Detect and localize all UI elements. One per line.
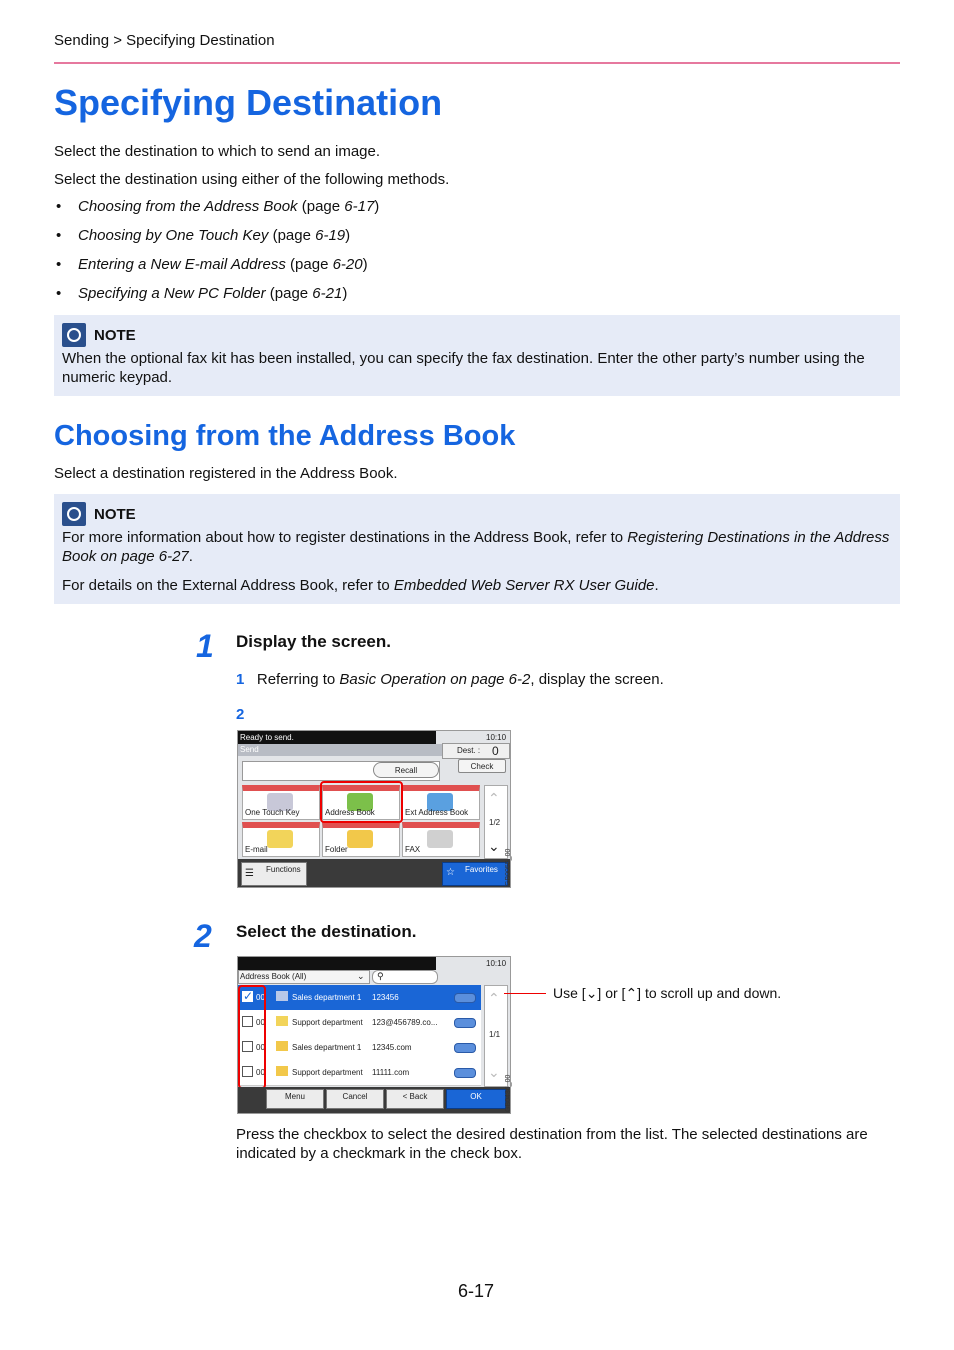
fax-tile[interactable] — [402, 822, 480, 857]
table-row[interactable] — [238, 1060, 481, 1086]
tile-label: FAX — [405, 845, 421, 854]
note-header — [62, 502, 136, 526]
method-list — [54, 198, 379, 314]
mode-bar — [238, 744, 442, 756]
note-header — [62, 323, 136, 347]
callout-text-part: ] to scroll up and down. — [637, 985, 782, 1001]
list-item[interactable] — [54, 256, 379, 285]
page-ref[interactable]: 6-20 — [332, 256, 363, 273]
chevron-up-icon: ⌃ — [625, 985, 638, 1001]
section-title: Choosing from the Address Book — [54, 420, 516, 452]
menu-button[interactable]: Menu — [266, 1089, 324, 1109]
figure-code: GB0436_00 — [505, 1074, 512, 1112]
note-icon — [62, 323, 86, 347]
page-title: Specifying Destination — [54, 82, 443, 123]
send-screen — [237, 730, 511, 888]
row-number: 00 — [256, 1043, 265, 1052]
note-text: When the optional fax kit has been installed, you can specify the fax destination. Enter the other party’s number using the numeric keypad. — [62, 350, 865, 386]
page-ref-suffix: ) — [345, 227, 351, 244]
favorites-button[interactable] — [442, 862, 508, 886]
note-text: For more information about how to register destinations in the Address Book, refer to — [62, 529, 628, 546]
folder-icon — [347, 830, 373, 848]
callout-text — [553, 985, 781, 1002]
scroll-down-icon[interactable]: ⌄ — [488, 838, 500, 854]
page-ref-suffix: ) — [362, 256, 368, 273]
bullet-glyph: • — [56, 285, 62, 302]
table-row[interactable] — [238, 985, 481, 1011]
list-icon: ☰ — [245, 868, 254, 879]
dest-label: Dest. : — [457, 746, 481, 755]
intro-text-2: Select the destination using either of the following methods. — [54, 171, 450, 188]
bullet-glyph: • — [56, 256, 62, 273]
email-tile[interactable] — [242, 822, 320, 857]
dest-counter — [442, 743, 510, 759]
scroll-up-icon[interactable]: ⌃ — [488, 990, 500, 1006]
folder-icon — [276, 1041, 288, 1051]
row-name: Sales department 1 — [292, 993, 362, 1002]
page-ref-suffix: ) — [374, 198, 380, 215]
callout-line — [504, 993, 546, 994]
method-link[interactable]: Entering a New E-mail Address — [78, 256, 286, 273]
step-number: 1 — [196, 628, 214, 664]
note-text: . — [188, 548, 193, 565]
row-name: Support department — [292, 1068, 363, 1077]
double-chevron-icon: ⌄ — [357, 971, 365, 981]
method-link[interactable]: Choosing by One Touch Key — [78, 227, 269, 244]
address-book-filter[interactable] — [238, 970, 370, 984]
highlight-box — [238, 985, 266, 1089]
search-icon: ⚲ — [377, 971, 384, 981]
intro-text-1: Select the destination to which to send an image. — [54, 143, 381, 160]
mode-label: Send — [240, 745, 259, 754]
substep-number: 2 — [236, 706, 245, 723]
tile-label: Ext Address Book — [405, 808, 469, 817]
page-ref-prefix: (page — [297, 198, 345, 215]
row-name: Support department — [292, 1018, 363, 1027]
search-input[interactable] — [372, 970, 438, 984]
closing-paragraph: Press the checkbox to select the desired destination from the list. The selected destinations are indicated by a checkmark in the check box. — [236, 1126, 868, 1162]
note-box — [54, 494, 900, 604]
tile-label: E-mail — [245, 845, 268, 854]
note-box — [54, 315, 900, 396]
status-text: Ready to send. — [240, 733, 294, 742]
clock: 10:10 — [486, 959, 507, 968]
substep-text: , display the screen. — [530, 671, 664, 688]
page-ref[interactable]: 6-21 — [312, 285, 343, 302]
note-reference[interactable]: Registering Destinations in the Address Book on page 6-27 — [62, 529, 890, 565]
page-ref[interactable]: 6-17 — [344, 198, 375, 215]
detail-button[interactable] — [454, 1068, 476, 1078]
tile-label: One Touch Key — [245, 808, 300, 817]
header-rule — [54, 62, 900, 64]
section-intro: Select a destination registered in the Address Book. — [54, 465, 398, 482]
functions-label: Functions — [266, 865, 301, 874]
tile-label: Folder — [325, 845, 348, 854]
one-touch-key-tile[interactable] — [242, 785, 320, 820]
page-ref-prefix: (page — [285, 256, 333, 273]
note-paragraph — [62, 576, 892, 595]
row-number: 00 — [256, 1068, 265, 1077]
dest-count: 0 — [492, 744, 499, 758]
page-indicator: 1/2 — [489, 818, 501, 827]
folder-tile[interactable] — [322, 822, 400, 857]
note-reference[interactable]: Embedded Web Server RX User Guide — [393, 577, 655, 594]
substep-number: 1 — [236, 671, 245, 688]
figure-code: GB0055_00 — [505, 848, 512, 886]
page-indicator: 1/1 — [489, 1030, 501, 1039]
row-address: 123456 — [372, 993, 399, 1002]
group-icon — [276, 991, 288, 1001]
list-item[interactable] — [54, 285, 379, 314]
row-name: Sales department 1 — [292, 1043, 362, 1052]
page-ref-prefix: (page — [265, 285, 313, 302]
table-row[interactable] — [238, 1035, 481, 1061]
breadcrumb: Sending > Specifying Destination — [54, 32, 275, 49]
envelope-icon — [267, 830, 293, 848]
row-address: 123@456789.co... — [372, 1018, 438, 1027]
page-ref-prefix: (page — [268, 227, 316, 244]
tile-label: Address Book — [325, 808, 375, 817]
step-title: Display the screen. — [236, 632, 391, 651]
check-button[interactable]: Check — [458, 759, 506, 773]
address-book-screen — [237, 956, 511, 1114]
callout-text-part: Use [ — [553, 985, 586, 1001]
list-item[interactable] — [54, 198, 379, 227]
row-address: 11111.com — [372, 1068, 410, 1077]
table-row[interactable] — [238, 1010, 481, 1036]
scroll-down-icon[interactable]: ⌄ — [488, 1064, 500, 1080]
ok-button[interactable]: OK — [446, 1089, 506, 1109]
cancel-button[interactable]: Cancel — [326, 1089, 384, 1109]
note-label: NOTE — [94, 326, 136, 344]
note-text: For details on the External Address Book, refer to — [62, 577, 394, 594]
recall-button[interactable]: Recall — [373, 762, 439, 778]
ext-address-book-tile[interactable] — [402, 785, 480, 820]
substep-reference[interactable]: Basic Operation on page 6-2 — [339, 671, 531, 688]
callout-text-part: ] or [ — [597, 985, 626, 1001]
chevron-down-icon: ⌄ — [585, 985, 598, 1001]
note-text: . — [654, 577, 659, 594]
list-item[interactable] — [54, 227, 379, 256]
status-bar — [238, 957, 436, 970]
detail-button[interactable] — [454, 993, 476, 1003]
envelope-icon — [276, 1016, 288, 1026]
detail-button[interactable] — [454, 1043, 476, 1053]
page-number: 6-17 — [458, 1281, 495, 1301]
fax-icon — [427, 830, 453, 848]
page-ref-suffix: ) — [342, 285, 348, 302]
note-label: NOTE — [94, 505, 136, 523]
method-link[interactable]: Specifying a New PC Folder — [78, 285, 266, 302]
detail-button[interactable] — [454, 1018, 476, 1028]
folder-icon — [276, 1066, 288, 1076]
note-paragraph — [62, 528, 892, 566]
page-ref[interactable]: 6-19 — [315, 227, 346, 244]
destination-list — [238, 985, 481, 1087]
row-number: 00 — [256, 993, 265, 1002]
row-number: 00 — [256, 1018, 265, 1027]
checkmark-icon: ✓ — [243, 989, 254, 1003]
clock: 10:10 — [486, 733, 507, 742]
highlight-box — [320, 781, 403, 823]
method-link[interactable]: Choosing from the Address Book — [78, 198, 298, 215]
step-title: Select the destination. — [236, 922, 417, 941]
star-icon: ☆ — [446, 867, 455, 878]
substep-text: Referring to — [256, 671, 340, 688]
back-button[interactable]: < Back — [386, 1089, 444, 1109]
filter-label: Address Book (All) — [240, 972, 307, 981]
bullet-glyph: • — [56, 198, 62, 215]
step-number: 2 — [194, 918, 212, 954]
note-icon — [62, 502, 86, 526]
functions-button[interactable] — [241, 862, 307, 886]
scroll-up-icon[interactable]: ⌃ — [488, 790, 500, 806]
substep — [236, 670, 664, 689]
row-address: 12345.com — [372, 1043, 412, 1052]
favorites-label: Favorites — [465, 865, 498, 874]
bullet-glyph: • — [56, 227, 62, 244]
